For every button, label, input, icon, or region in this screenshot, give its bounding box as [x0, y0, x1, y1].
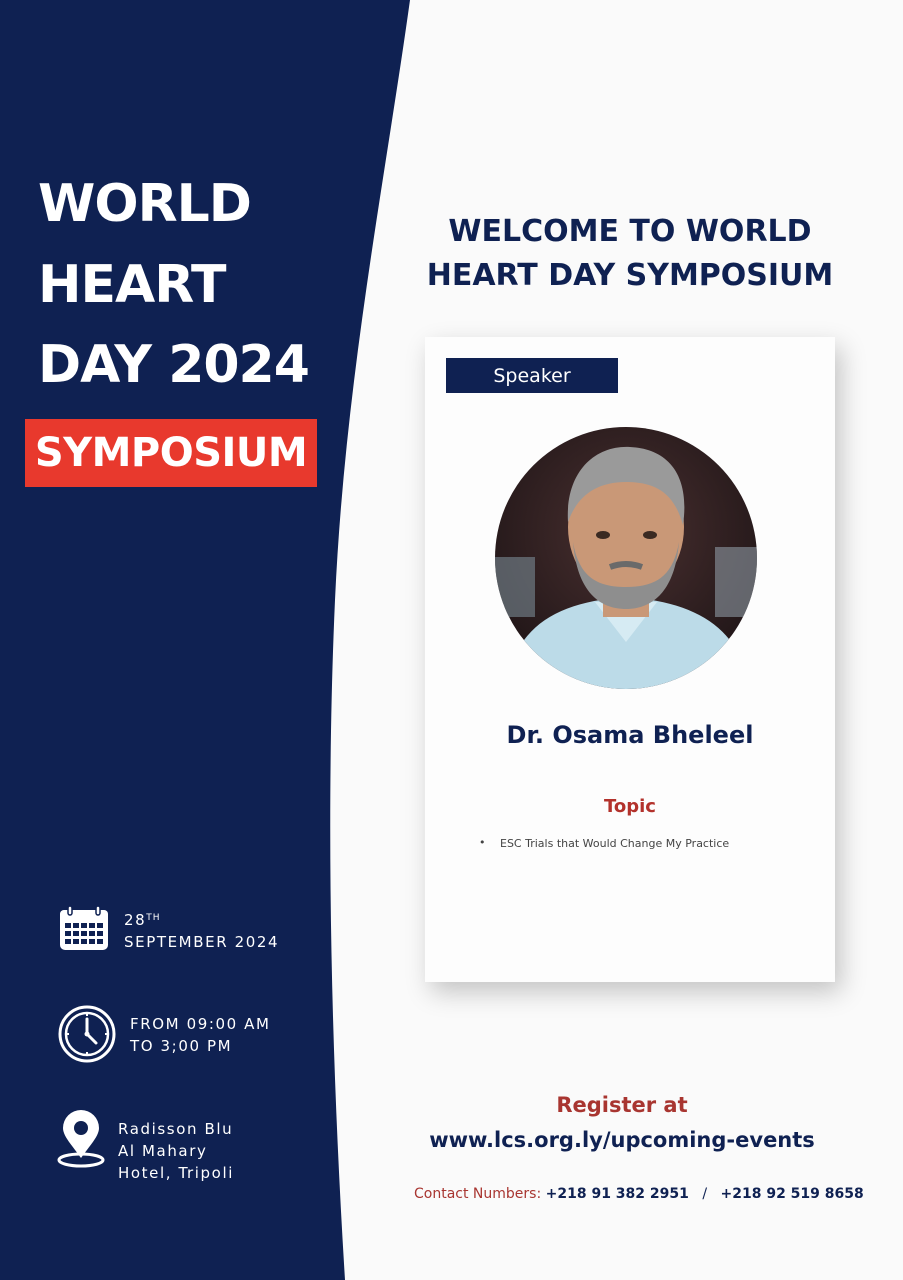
topic-bullet: • [479, 836, 486, 849]
clock-icon [57, 1005, 117, 1063]
phone-2[interactable]: +218 92 519 8658 [720, 1186, 864, 1202]
phone-separator: / [702, 1186, 708, 1202]
time-line-2: TO 3;00 PM [130, 1037, 233, 1055]
speaker-photo [495, 427, 757, 689]
time-line-1: FROM 09:00 AM [130, 1015, 271, 1033]
title-line-1: WORLD [38, 174, 251, 234]
welcome-line-2: HEART DAY SYMPOSIUM [426, 258, 834, 293]
welcome-line-1: WELCOME TO WORLD [448, 214, 812, 249]
topic-text: ESC Trials that Would Change My Practice [500, 837, 730, 850]
date-month: SEPTEMBER 2024 [124, 933, 280, 951]
register-label: Register at [556, 1093, 688, 1117]
location-pin-icon [55, 1110, 107, 1170]
date-day: 28 [124, 911, 147, 929]
event-date [124, 907, 279, 953]
venue-line-1: Radisson Blu [118, 1120, 234, 1138]
phone-1[interactable]: +218 91 382 2951 [545, 1186, 689, 1202]
venue-line-2: Al Mahary [118, 1142, 208, 1160]
date-suffix: TH [146, 913, 161, 923]
calendar-icon [58, 905, 110, 953]
venue-line-3: Hotel, Tripoli [118, 1164, 234, 1182]
speaker-card [425, 337, 835, 982]
topic-label: Topic [604, 796, 656, 817]
speaker-name: Dr. Osama Bheleel [506, 721, 754, 749]
title-line-2: HEART [38, 255, 226, 315]
welcome-heading [400, 210, 860, 298]
contact-numbers [414, 1186, 864, 1202]
title-line-3: DAY 2024 [38, 335, 309, 395]
event-time [130, 1013, 271, 1057]
contact-label: Contact Numbers: [414, 1186, 542, 1202]
speaker-tag: Speaker [446, 358, 618, 393]
symposium-badge: SYMPOSIUM [25, 419, 317, 487]
register-link[interactable]: www.lcs.org.ly/upcoming-events [429, 1128, 815, 1152]
event-venue [118, 1118, 234, 1184]
